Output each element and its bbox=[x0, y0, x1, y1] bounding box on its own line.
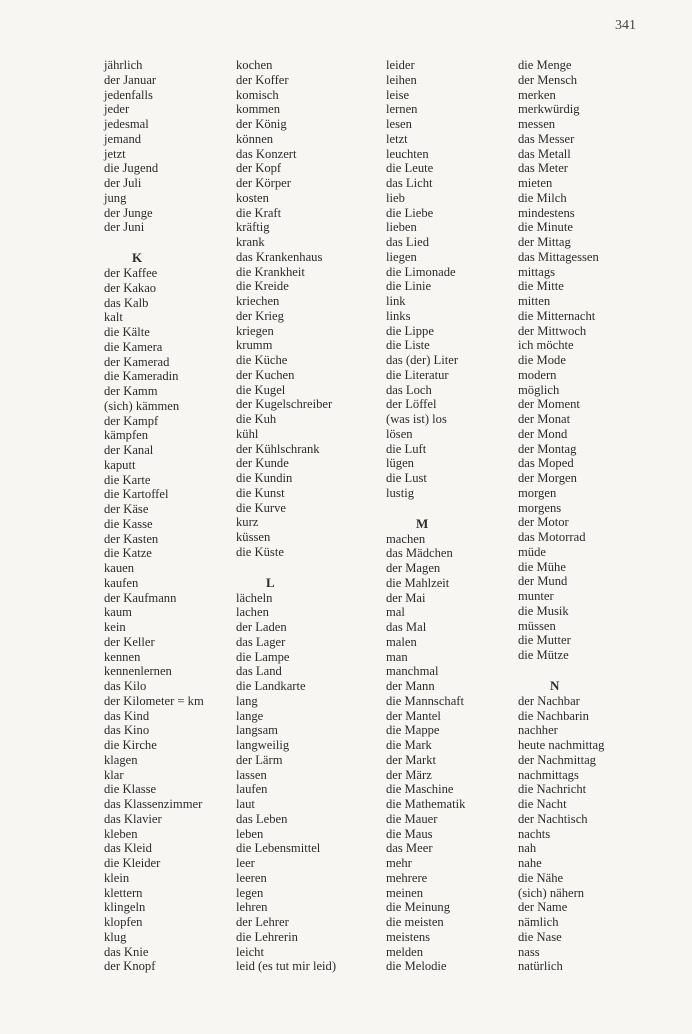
word-entry: kaputt bbox=[104, 457, 136, 472]
word-entry: die Nacht bbox=[518, 797, 567, 811]
word-entry: die Karte bbox=[104, 472, 151, 487]
word-entry: das Konzert bbox=[236, 146, 297, 161]
word-entry: jedesmal bbox=[104, 117, 149, 131]
word-entry: der März bbox=[386, 767, 432, 782]
word-entry: kochen bbox=[236, 58, 273, 72]
word-entry: der Kunde bbox=[236, 456, 289, 471]
word-entry: der Mann bbox=[386, 679, 435, 693]
word-entry: (sich) kämmen bbox=[104, 398, 180, 413]
word-entry: müde bbox=[518, 544, 546, 559]
word-entry: können bbox=[236, 131, 274, 146]
word-entry: die Mode bbox=[518, 353, 566, 367]
word-entry: das Loch bbox=[386, 382, 432, 397]
word-entry: die Melodie bbox=[386, 959, 447, 974]
word-entry: mitten bbox=[518, 294, 551, 308]
word-entry: meistens bbox=[386, 929, 431, 944]
word-entry: merkwürdig bbox=[518, 102, 580, 117]
word-entry: der Magen bbox=[386, 561, 441, 575]
word-entry: kauen bbox=[104, 561, 135, 575]
word-entry: die Mühe bbox=[518, 559, 566, 574]
word-entry: die Maus bbox=[386, 826, 433, 841]
word-entry: das Kalb bbox=[104, 295, 149, 310]
word-entry: leeren bbox=[236, 870, 267, 885]
word-entry: lügen bbox=[386, 456, 414, 471]
word-entry: der Juli bbox=[104, 176, 142, 190]
word-entry: kühl bbox=[236, 426, 259, 441]
word-entry: lesen bbox=[386, 117, 412, 131]
word-entry: die Kunst bbox=[236, 485, 285, 500]
word-entry: der Mund bbox=[518, 574, 568, 589]
word-entry: der Kamerad bbox=[104, 354, 170, 369]
section-gap bbox=[518, 663, 604, 677]
word-entry: liegen bbox=[386, 249, 417, 264]
word-column-2 bbox=[236, 58, 336, 974]
word-entry: die Kugel bbox=[236, 382, 286, 397]
word-entry: der Kanal bbox=[104, 443, 154, 457]
word-entry: die Küste bbox=[236, 544, 284, 559]
word-entry: das Messer bbox=[518, 131, 575, 146]
word-entry: kosten bbox=[236, 190, 269, 205]
word-entry: kriegen bbox=[236, 323, 274, 338]
word-entry: lachen bbox=[236, 605, 269, 620]
word-entry: der Kugelschreiber bbox=[236, 397, 333, 412]
word-entry: das Moped bbox=[518, 456, 574, 471]
word-entry: das Meter bbox=[518, 161, 569, 176]
word-entry: der Januar bbox=[104, 72, 157, 87]
word-entry: das Lied bbox=[386, 235, 430, 249]
word-entry: mehrere bbox=[386, 870, 428, 885]
word-entry: die Mitternacht bbox=[518, 308, 596, 323]
word-entry: die Mütze bbox=[518, 648, 569, 662]
word-entry: der Mantel bbox=[386, 708, 441, 723]
word-entry: lächeln bbox=[236, 590, 273, 605]
word-entry: leben bbox=[236, 826, 264, 841]
word-entry: krank bbox=[236, 235, 265, 249]
word-entry: die Mitte bbox=[518, 279, 564, 294]
word-entry: der Nachtisch bbox=[518, 811, 588, 826]
word-entry: die Liebe bbox=[386, 205, 434, 220]
word-entry: die Klasse bbox=[104, 782, 157, 797]
word-column-3 bbox=[386, 58, 465, 974]
word-entry: das Knie bbox=[104, 944, 149, 959]
page-number: 341 bbox=[615, 18, 636, 33]
word-entry: der Lärm bbox=[236, 752, 283, 767]
word-entry: der Kakao bbox=[104, 280, 157, 295]
word-entry: der Lehrer bbox=[236, 915, 289, 929]
word-entry: der König bbox=[236, 117, 287, 131]
word-entry: lösen bbox=[386, 426, 413, 441]
word-entry: der Kamm bbox=[104, 384, 158, 398]
word-entry: die Landkarte bbox=[236, 679, 306, 693]
word-entry: die Lampe bbox=[236, 649, 290, 664]
word-entry: die Lippe bbox=[386, 323, 434, 338]
word-entry: die Mannschaft bbox=[386, 693, 464, 708]
word-entry: das (der) Liter bbox=[386, 353, 459, 367]
word-entry: die Maschine bbox=[386, 782, 454, 797]
word-entry: lieben bbox=[386, 220, 417, 235]
word-entry: leer bbox=[236, 856, 255, 870]
word-entry: kriechen bbox=[236, 294, 280, 308]
word-entry: das Meer bbox=[386, 841, 433, 856]
word-entry: der Motor bbox=[518, 515, 569, 530]
word-entry: der Markt bbox=[386, 752, 437, 767]
word-entry: nämlich bbox=[518, 915, 559, 929]
word-entry: die Minute bbox=[518, 220, 573, 235]
word-entry: mal bbox=[386, 605, 405, 620]
section-gap bbox=[236, 560, 336, 574]
word-entry: die Mauer bbox=[386, 811, 438, 826]
letter-heading: M bbox=[416, 515, 429, 531]
word-entry: lang bbox=[236, 693, 258, 708]
word-entry: leihen bbox=[386, 72, 417, 87]
word-entry: merken bbox=[518, 87, 556, 102]
word-entry: klopfen bbox=[104, 915, 143, 929]
word-column-4 bbox=[518, 58, 604, 974]
word-entry: die Linie bbox=[386, 279, 432, 294]
word-entry: der Junge bbox=[104, 205, 153, 220]
word-entry: der Krieg bbox=[236, 308, 284, 323]
word-entry: die Kirche bbox=[104, 738, 157, 752]
word-entry: ich möchte bbox=[518, 338, 574, 353]
word-entry: (was ist) los bbox=[386, 412, 447, 426]
word-entry: die Krankheit bbox=[236, 264, 305, 279]
word-entry: krumm bbox=[236, 338, 273, 353]
word-entry: die Mark bbox=[386, 738, 432, 752]
word-entry: klagen bbox=[104, 752, 138, 767]
word-entry: das Kilo bbox=[104, 679, 147, 693]
word-entry: das Klassenzimmer bbox=[104, 797, 203, 811]
word-entry: der Kampf bbox=[104, 413, 159, 428]
word-entry: mittags bbox=[518, 264, 556, 279]
word-entry: der Kopf bbox=[236, 161, 282, 176]
word-entry: der Mittwoch bbox=[518, 323, 587, 338]
word-entry: die Kameradin bbox=[104, 369, 179, 384]
word-entry: die Nachbarin bbox=[518, 708, 589, 723]
word-entry: lustig bbox=[386, 485, 414, 500]
word-entry: das Krankenhaus bbox=[236, 249, 323, 264]
word-entry: klettern bbox=[104, 885, 143, 900]
word-entry: die Mathematik bbox=[386, 797, 466, 811]
word-entry: klar bbox=[104, 767, 124, 782]
word-entry: das Kleid bbox=[104, 841, 152, 856]
word-entry: die Liste bbox=[386, 338, 430, 353]
word-entry: jeder bbox=[104, 102, 130, 117]
word-entry: jetzt bbox=[104, 146, 126, 161]
word-entry: lieb bbox=[386, 190, 405, 205]
word-entry: jung bbox=[104, 190, 127, 205]
word-entry: das Licht bbox=[386, 176, 433, 190]
word-entry: die Katze bbox=[104, 546, 152, 561]
word-entry: die Limonade bbox=[386, 264, 456, 279]
word-entry: modern bbox=[518, 367, 557, 382]
section-gap bbox=[104, 235, 204, 249]
word-entry: meinen bbox=[386, 885, 424, 900]
word-entry: mehr bbox=[386, 856, 412, 870]
word-entry: mindestens bbox=[518, 205, 575, 220]
word-entry: die Musik bbox=[518, 603, 569, 618]
word-entry: munter bbox=[518, 589, 554, 603]
word-entry: der Knopf bbox=[104, 959, 156, 974]
word-entry: langsam bbox=[236, 723, 278, 738]
word-entry: das Kino bbox=[104, 723, 150, 738]
letter-heading: L bbox=[266, 574, 275, 590]
word-entry: nahe bbox=[518, 856, 542, 870]
word-entry: der Käse bbox=[104, 502, 149, 516]
word-column-1 bbox=[104, 58, 204, 974]
word-entry: kennenlernen bbox=[104, 664, 172, 679]
word-entry: der Mond bbox=[518, 426, 568, 441]
word-entry: die Nähe bbox=[518, 870, 564, 885]
word-entry: links bbox=[386, 308, 411, 323]
word-entry: nah bbox=[518, 841, 537, 856]
word-entry: die Lebensmittel bbox=[236, 841, 321, 856]
word-entry: die Kraft bbox=[236, 205, 282, 220]
word-entry: kein bbox=[104, 620, 126, 634]
word-entry: die Kundin bbox=[236, 471, 293, 485]
word-entry: der Nachmittag bbox=[518, 752, 596, 767]
word-entry: laufen bbox=[236, 782, 268, 797]
word-entry: kämpfen bbox=[104, 428, 149, 443]
word-entry: die Kasse bbox=[104, 516, 153, 531]
word-entry: letzt bbox=[386, 131, 408, 146]
word-entry: lernen bbox=[386, 102, 418, 117]
word-entry: (sich) nähern bbox=[518, 885, 585, 900]
word-entry: das Mädchen bbox=[386, 546, 453, 561]
word-entry: die Luft bbox=[386, 441, 427, 456]
word-entry: das Mittagessen bbox=[518, 249, 599, 264]
word-entry: nachts bbox=[518, 826, 551, 841]
word-entry: die Literatur bbox=[386, 367, 449, 382]
word-entry: kurz bbox=[236, 515, 259, 530]
word-entry: lehren bbox=[236, 900, 268, 915]
word-entry: die Meinung bbox=[386, 900, 451, 915]
word-entry: die Mutter bbox=[518, 633, 571, 648]
word-entry: lange bbox=[236, 708, 264, 723]
word-entry: der Laden bbox=[236, 620, 287, 634]
word-entry: der Körper bbox=[236, 176, 291, 190]
word-entry: der Name bbox=[518, 900, 568, 915]
word-entry: leise bbox=[386, 87, 410, 102]
word-entry: der Kilometer = km bbox=[104, 693, 204, 708]
word-entry: malen bbox=[386, 634, 417, 649]
word-entry: der Morgen bbox=[518, 471, 577, 485]
word-entry: der Löffel bbox=[386, 397, 437, 412]
word-entry: müssen bbox=[518, 618, 556, 633]
word-entry: link bbox=[386, 294, 406, 308]
word-entry: klug bbox=[104, 929, 127, 944]
word-entry: legen bbox=[236, 885, 264, 900]
word-entry: die Lust bbox=[386, 471, 427, 485]
word-entry: laut bbox=[236, 797, 255, 811]
word-entry: die Mappe bbox=[386, 723, 440, 738]
word-entry: die Kamera bbox=[104, 339, 163, 354]
word-entry: das Mal bbox=[386, 620, 427, 634]
word-entry: die Mahlzeit bbox=[386, 575, 450, 590]
word-entry: leid (es tut mir leid) bbox=[236, 959, 337, 974]
word-entry: der Kaufmann bbox=[104, 590, 177, 605]
word-entry: der Keller bbox=[104, 634, 155, 649]
letter-heading: N bbox=[550, 677, 560, 693]
word-entry: das Land bbox=[236, 664, 282, 679]
word-entry: das Leben bbox=[236, 811, 288, 826]
word-entry: der Mensch bbox=[518, 72, 578, 87]
word-entry: nass bbox=[518, 944, 540, 959]
word-entry: komisch bbox=[236, 87, 279, 102]
word-entry: der Kasten bbox=[104, 531, 159, 546]
word-entry: kennen bbox=[104, 649, 141, 664]
word-entry: nachmittags bbox=[518, 767, 579, 782]
word-entry: die Lehrerin bbox=[236, 929, 298, 944]
word-entry: kleben bbox=[104, 826, 138, 841]
word-entry: leider bbox=[386, 58, 415, 72]
word-entry: der Kühlschrank bbox=[236, 441, 320, 456]
word-entry: das Klavier bbox=[104, 811, 162, 826]
word-entry: leuchten bbox=[386, 146, 429, 161]
word-entry: klein bbox=[104, 870, 130, 885]
word-entry: möglich bbox=[518, 382, 560, 397]
section-gap bbox=[386, 501, 465, 515]
word-entry: morgens bbox=[518, 500, 562, 515]
word-entry: der Kaffee bbox=[104, 266, 158, 280]
word-entry: kommen bbox=[236, 102, 281, 117]
word-entry: klingeln bbox=[104, 900, 146, 915]
word-entry: leicht bbox=[236, 944, 264, 959]
word-entry: langweilig bbox=[236, 738, 290, 752]
word-entry: man bbox=[386, 649, 408, 664]
word-entry: kaufen bbox=[104, 575, 139, 590]
word-entry: die Milch bbox=[518, 190, 567, 205]
word-entry: die meisten bbox=[386, 915, 444, 929]
word-entry: das Kind bbox=[104, 708, 150, 723]
word-entry: der Juni bbox=[104, 220, 145, 235]
word-entry: der Monat bbox=[518, 412, 571, 426]
word-entry: das Metall bbox=[518, 146, 571, 161]
word-entry: die Küche bbox=[236, 353, 288, 367]
word-entry: der Moment bbox=[518, 397, 580, 412]
word-entry: der Mai bbox=[386, 590, 426, 605]
word-entry: die Leute bbox=[386, 161, 434, 176]
word-entry: nachher bbox=[518, 723, 558, 738]
word-entry: der Koffer bbox=[236, 72, 289, 87]
word-entry: der Mittag bbox=[518, 235, 571, 249]
word-entry: die Nachricht bbox=[518, 782, 587, 797]
letter-heading: K bbox=[132, 250, 143, 265]
word-entry: manchmal bbox=[386, 664, 439, 679]
word-entry: morgen bbox=[518, 485, 557, 500]
word-entry: das Motorrad bbox=[518, 530, 586, 544]
word-entry: mieten bbox=[518, 176, 553, 190]
word-entry: die Jugend bbox=[104, 161, 159, 176]
word-entry: kaum bbox=[104, 605, 132, 620]
word-entry: kalt bbox=[104, 310, 123, 325]
word-entry: das Lager bbox=[236, 634, 286, 649]
word-entry: der Kuchen bbox=[236, 367, 295, 382]
word-entry: die Kurve bbox=[236, 500, 287, 515]
word-entry: die Menge bbox=[518, 58, 572, 72]
word-entry: jährlich bbox=[104, 58, 143, 72]
word-entry: kräftig bbox=[236, 220, 270, 235]
word-entry: natürlich bbox=[518, 959, 563, 974]
word-entry: melden bbox=[386, 944, 424, 959]
word-entry: messen bbox=[518, 117, 556, 131]
word-entry: heute nachmittag bbox=[518, 738, 605, 752]
word-entry: die Kälte bbox=[104, 325, 150, 339]
word-entry: die Kuh bbox=[236, 412, 277, 426]
word-entry: die Kartoffel bbox=[104, 487, 169, 502]
word-entry: die Kreide bbox=[236, 279, 289, 294]
word-entry: machen bbox=[386, 531, 426, 546]
word-entry: lassen bbox=[236, 767, 267, 782]
word-entry: jedenfalls bbox=[104, 87, 153, 102]
word-entry: küssen bbox=[236, 530, 271, 544]
word-entry: der Nachbar bbox=[518, 693, 580, 708]
word-entry: der Montag bbox=[518, 441, 577, 456]
word-entry: jemand bbox=[104, 131, 142, 146]
word-entry: die Kleider bbox=[104, 856, 161, 870]
word-entry: die Nase bbox=[518, 929, 562, 944]
